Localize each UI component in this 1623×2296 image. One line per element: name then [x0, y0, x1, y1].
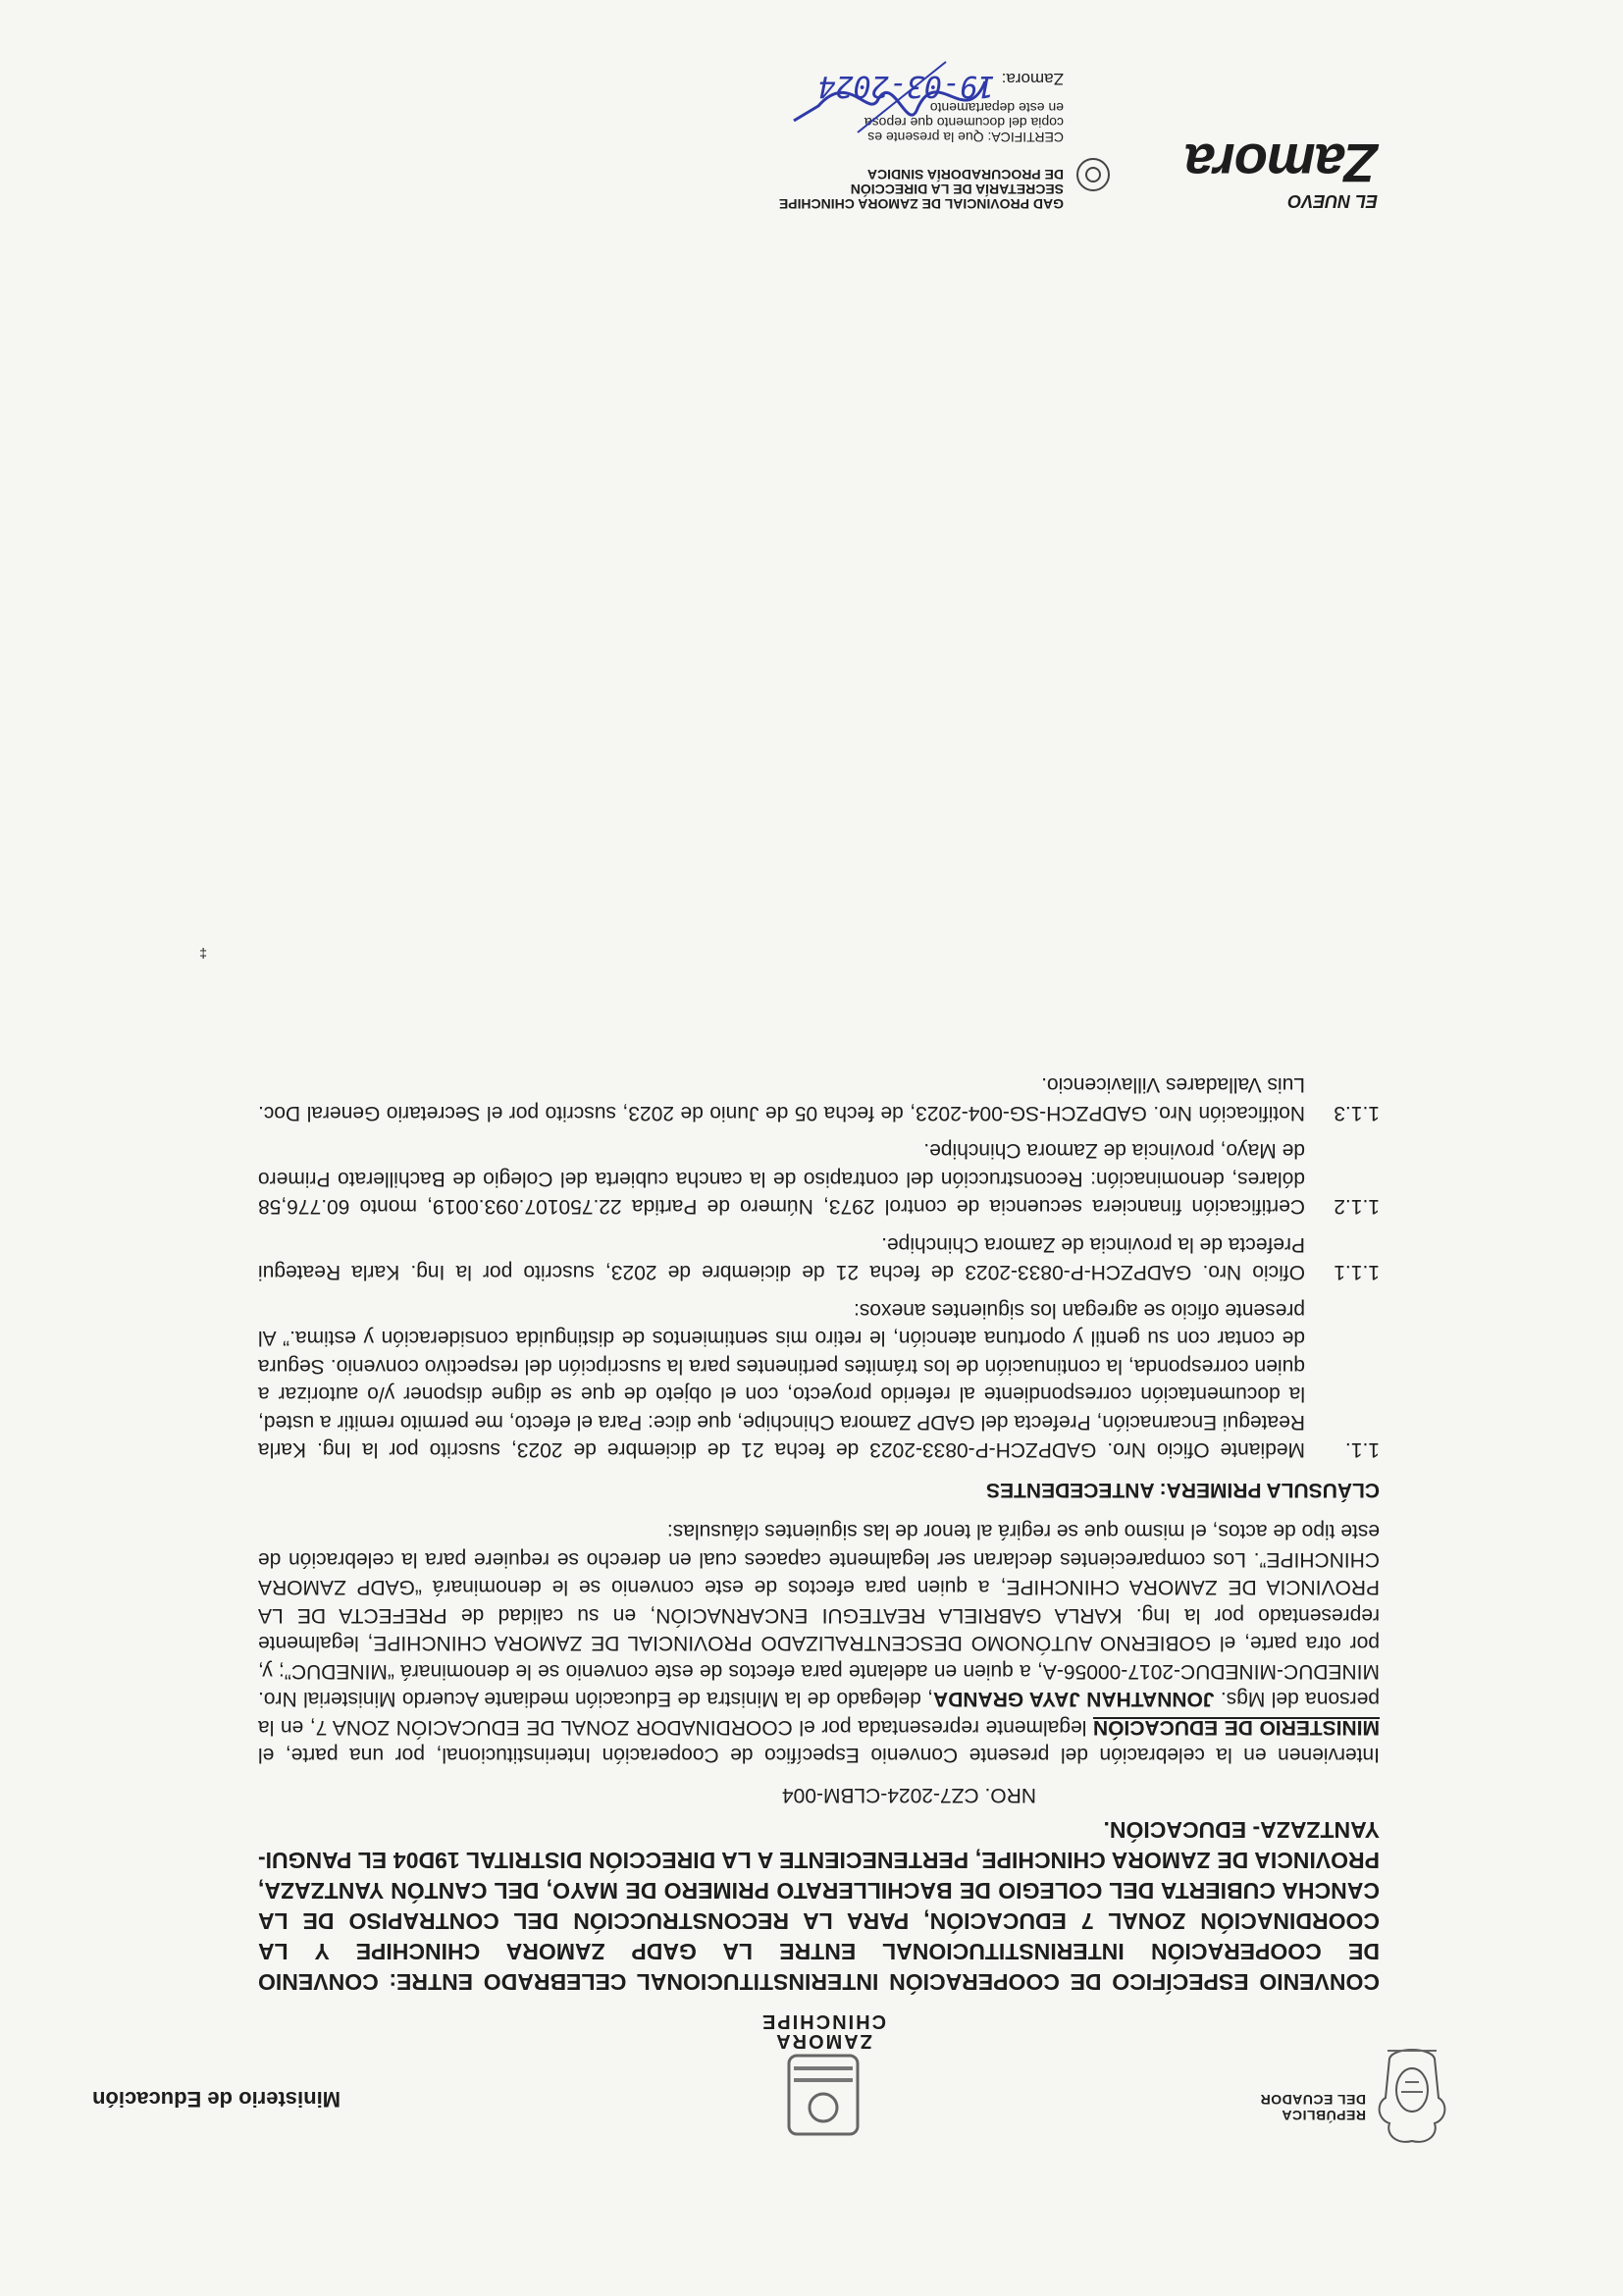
clause-heading: CLÁUSULA PRIMERA: ANTECEDENTES [986, 1479, 1380, 1501]
certification-stamp-area [239, 25, 1378, 211]
stamp-seal-icon [1073, 154, 1113, 195]
handwritten-date: 19-03-2024 [817, 69, 995, 103]
document-title: CONVENIO ESPECÍFICO DE COOPERACIÓN INTERINSTITUCIONAL CELEBRADO ENTRE: CONVENIO DE COOPERACIÓN INTERINSTITUCIONAL ENTRE LA GADP ZAMORA CHINCHIPE Y LA COORDINACIÓN ZONAL 7 EDUCACIÓN, PARA LA RECONSTRUCCIÓN DEL CONTRAPISO DE LA CANCHA CUBIERTA DEL COLEGIO DE BACHILLERATO PRIMERO DE MAYO, DEL CANTÓN YANTZAZA, PROVINCIA DE ZAMORA CHINCHIPE, PERTENECIENTE A LA DIRECCIÓN DISTRITAL 19D04 EL PANGUI-YANTZAZA- EDUCACIÓN. [258, 1817, 1380, 1995]
intro-paragraph: Intervienen en la celebración del presente Convenio Específico de Cooperación Interinstitucional, por una parte, el MINISTERIO DE EDUCACIÓN legalmente representada por el COORDINADOR ZONAL DE EDUCACIÓN ZONA 7, en la persona del Mgs. JONNATHAN JAYA GRANDA, delegado de la Ministra de Educación mediante Acuerdo Ministerial Nro. MINEDUC-MINEDUC-2017-00056-A, a quien en adelante para efectos de este convenio se le denominará “MINEDUC”; y, por otra parte, el GOBIERNO AUTÓNOMO DESCENTRALIZADO PROVINCIAL DE ZAMORA CHINCHIPE, legalmente representado por la Ing. KARLA GABRIELA REATEGUI ENCARNACIÓN, en su calidad de PREFECTA DE LA PROVINCIA DE ZAMORA CHINCHIPE, a quien para efectos de este convenio se le denominará “GADP ZAMORA CHINCHIPE”. Los comparecientes declaran ser legalmente capaces cual en derecho se requiere para la celebración de este tipo de actos, el mismo que se regirá al tenor de las siguientes cláusulas: [258, 1520, 1380, 1767]
document-header [92, 2002, 1456, 2149]
document-code: NRO. CZ7-2024-CLBM-004 [781, 1784, 1036, 1806]
zamora-date-label: Zamora: [1001, 70, 1064, 88]
zamora-logo-label: ZAMORA CHINCHIPE [760, 2010, 887, 2052]
certification-text: CERTIFICA: Que la presente es copia del documento que reposa en este departamento [864, 100, 1064, 145]
clause-item: 1.1. Mediante Oficio Nro. GADPZCH-P-0833-2023 de fecha 21 de diciembre de 2023, suscrito por la Ing. Karla Reategui Encarnación, Prefecta del GADP Zamora Chinchipe, que dice: Para el efecto, me permito remitir a usted, la documentación correspondiente al referido proyecto, con el objeto de que se digne disponer y/o autorizar a quien corresponda, la continuación de los trámites pertinentes para la suscripción del respectivo convenio. Segura de contar con su gentil y oportuna atención, le retiro mis sentimientos de distinguida consideración y estima.” Al presente oficio se agregan los siguientes anexos: [258, 1299, 1380, 1462]
ministerio-educacion-label: Ministerio de Educación [92, 2087, 341, 2112]
ecuador-crest-label: REPÚBLICA DEL ECUADOR [1260, 2092, 1366, 2123]
stray-mark: ‡ [199, 946, 207, 962]
stamp-text: GAD PROVINCIAL DE ZAMORA CHINCHIPE SECRETARÍA DE LA DIRECCIÓN DE PROCURADORÍA SINDICA [778, 167, 1064, 212]
annex-item: 1.1.2 Certificación financiera secuencia de control 2973, Número de Partida 22.750107.093.0019, monto 60.776,58 dólares, denominación: Reconstrucción del contrapiso de la cancha cubierta del Colegio de Bachillerato Primero de Mayo, provincia de Zamora Chinchipe. [258, 1139, 1380, 1219]
document-body [258, 1070, 1380, 1997]
handwritten-signature-icon [769, 52, 1005, 140]
annex-item: 1.1.3 Notificación Nro. GADPZCH-SG-004-2023, de fecha 05 de Junio de 2023, suscrito por el Secretario General Doc. Luis Valladares Villavicencio. [258, 1073, 1380, 1124]
ecuador-coat-of-arms-icon [1368, 2031, 1456, 2149]
annex-item: 1.1.1 Oficio Nro. GADPZCH-P-0833-2023 de fecha 21 de diciembre de 2023, suscrito por la Ing. Karla Reategui Prefecta de la provincia de Zamora Chinchipe. [258, 1233, 1380, 1284]
el-nuevo-zamora-logo: EL NUEVO Zamora [1184, 132, 1378, 211]
